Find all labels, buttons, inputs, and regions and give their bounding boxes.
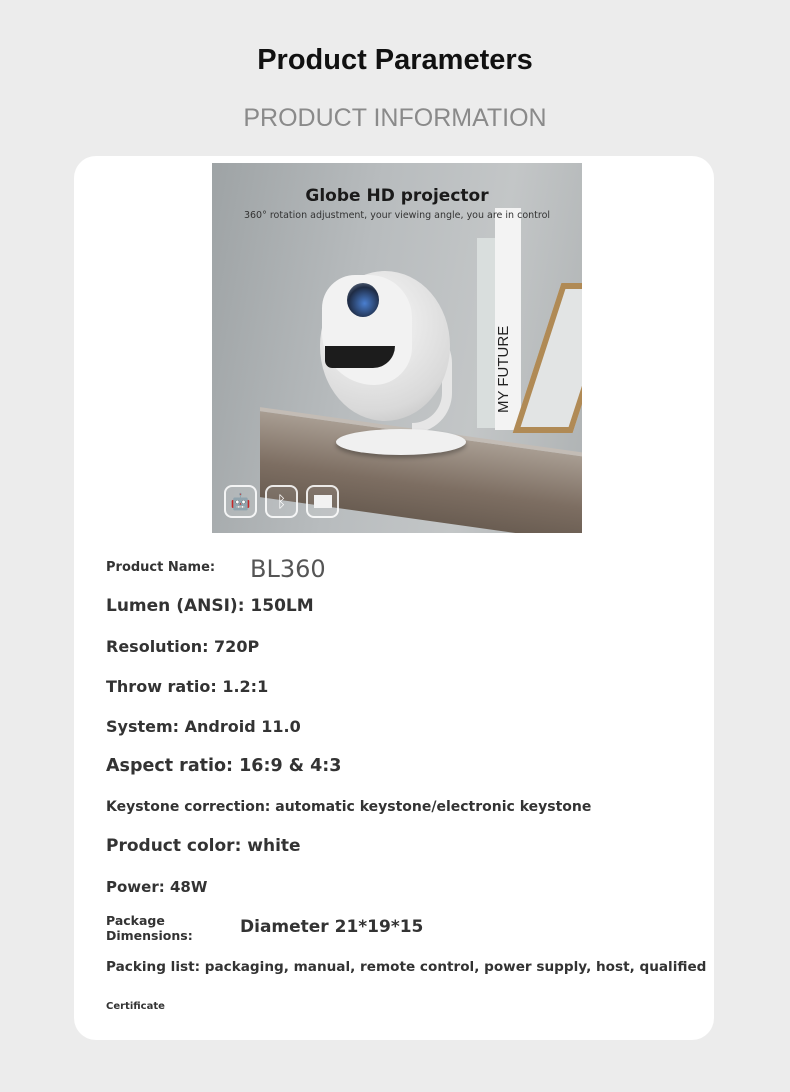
product-photo	[212, 163, 582, 533]
picture-frame	[513, 283, 582, 433]
spec-power: Power: 48W	[106, 878, 208, 896]
photo-subtitle: 360° rotation adjustment, your viewing angle, you are in control	[243, 210, 551, 221]
product-name-label: Product Name:	[106, 560, 216, 575]
spec-certificate: Certificate	[106, 1001, 165, 1012]
package-label	[106, 913, 193, 943]
android-icon: 🤖	[224, 485, 257, 518]
spec-throw-ratio: Throw ratio: 1.2:1	[106, 677, 269, 696]
product-name-value: BL360	[250, 555, 326, 583]
spec-color: Product color: white	[106, 836, 301, 856]
projector-slot	[325, 346, 395, 368]
projector-base	[336, 429, 466, 455]
spec-system: System: Android 11.0	[106, 717, 301, 736]
spec-keystone: Keystone correction: automatic keystone/electronic keystone	[106, 799, 592, 815]
screen-icon	[306, 485, 339, 518]
page-title: Product Parameters	[257, 44, 533, 76]
projector-lens	[347, 283, 379, 317]
spec-aspect-ratio: Aspect ratio: 16:9 & 4:3	[106, 756, 342, 776]
book	[477, 238, 497, 428]
package-label-line2: Dimensions:	[106, 928, 193, 943]
spec-resolution: Resolution: 720P	[106, 637, 260, 656]
book-lettering: MY FUTURE	[495, 325, 512, 413]
package-value: Diameter 21*19*15	[240, 917, 424, 937]
spec-lumen: Lumen (ANSI): 150LM	[106, 596, 314, 616]
bluetooth-icon: ᛒ	[265, 485, 298, 518]
page-subtitle: PRODUCT INFORMATION	[243, 104, 547, 132]
spec-packing-list: Packing list: packaging, manual, remote control, power supply, host, qualified	[106, 959, 707, 975]
photo-title: Globe HD projector	[305, 186, 489, 206]
package-label-line1: Package	[106, 913, 165, 928]
